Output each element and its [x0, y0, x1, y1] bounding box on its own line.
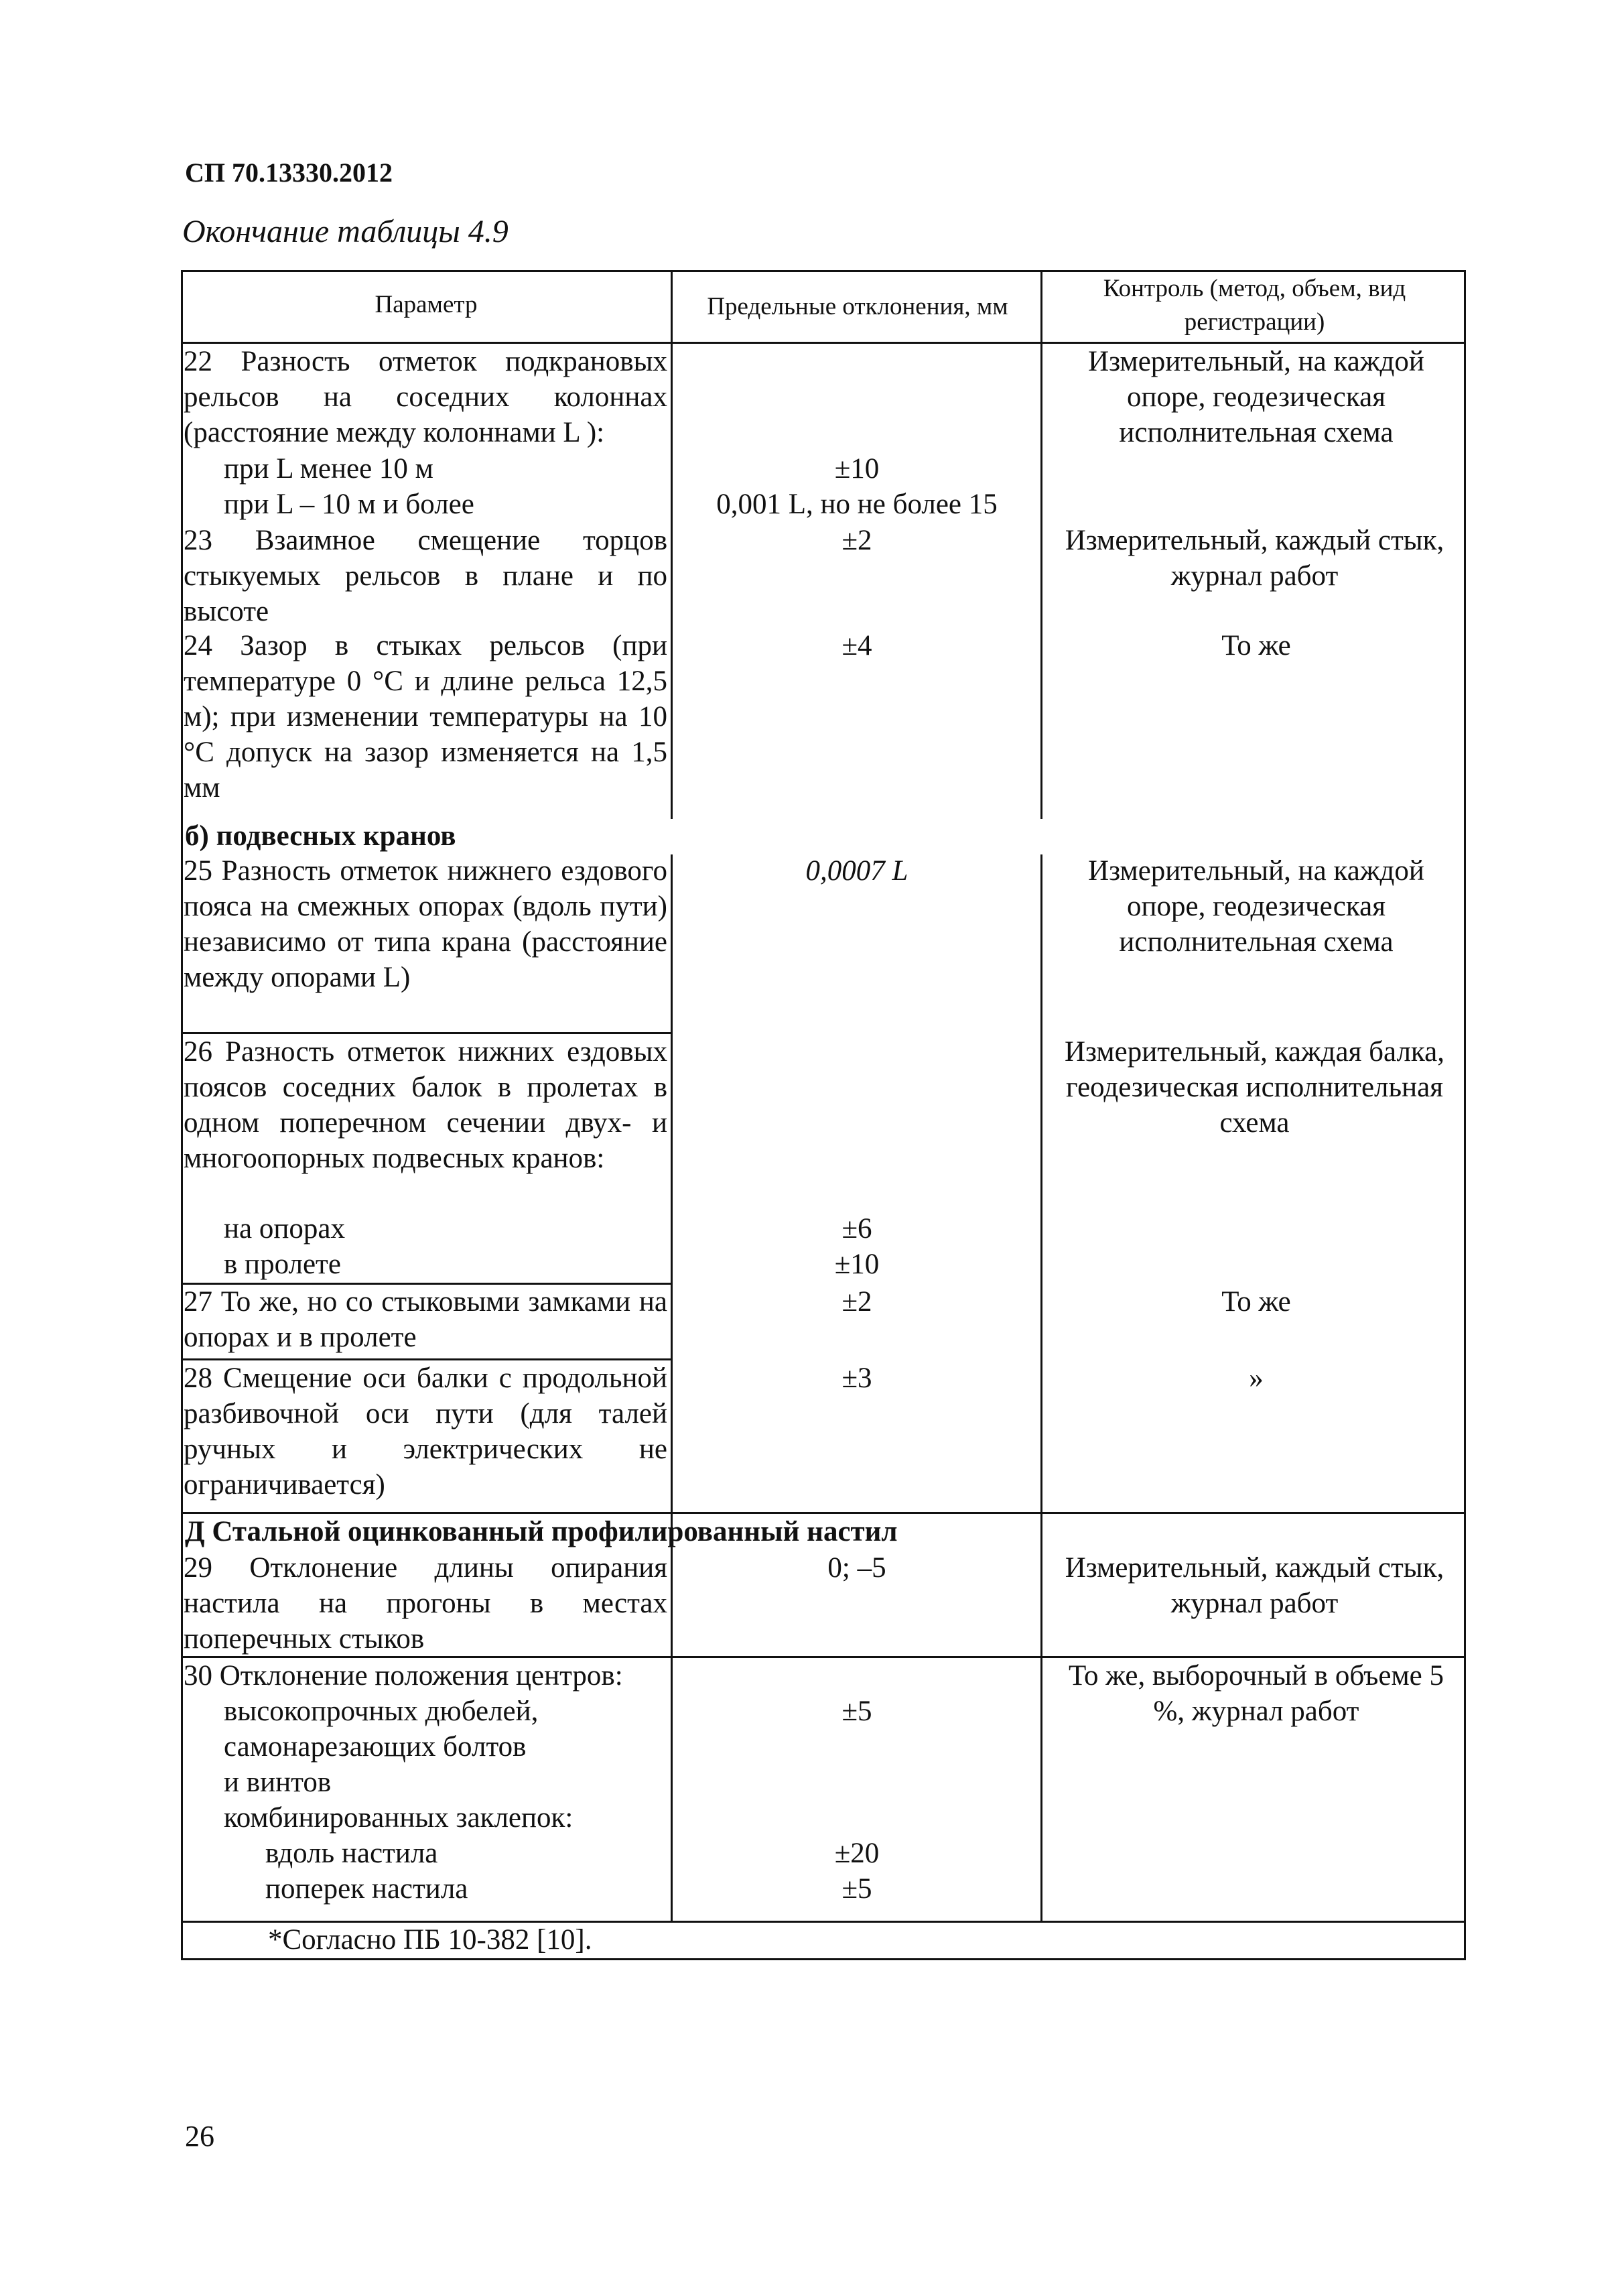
row26-value-2: ±10 — [834, 1249, 880, 1280]
row28-value: ±3 — [841, 1362, 872, 1394]
row22-control: Измерительный, на каждой опоре, геодезическая исполнительная схема — [1088, 346, 1424, 448]
section-d-heading: Д Стальной оцинкованный профилированный настил — [185, 1516, 898, 1547]
section-b-heading: б) подвесных кранов — [185, 820, 456, 852]
document-code: СП 70.13330.2012 — [185, 157, 393, 188]
row30-sub-1: высокопрочных дюбелей, — [224, 1696, 539, 1727]
row23-control: Измерительный, каждый стык, журнал работ — [1065, 525, 1444, 592]
row26-param: 26 Разность отметок нижних ездовых поясов соседних балок в пролетах в одном поперечном сечении двух- и многоопорных подвесных кранов: — [184, 1036, 667, 1174]
row22-value-1: ±10 — [834, 453, 880, 485]
row22-sub-1: при L менее 10 м — [224, 453, 433, 485]
row30-value-2: ±20 — [834, 1838, 880, 1869]
border-right — [1464, 270, 1466, 1960]
row26-value-1: ±6 — [841, 1213, 872, 1245]
table-caption: Окончание таблицы 4.9 — [182, 214, 509, 249]
row24-param: 24 Зазор в стыках рельсов (при температуре 0 °С и длине рельса 12,5 м); при изменении температуры на 10 °С допуск на зазор изменяется на 1,5 мм — [184, 630, 667, 804]
row27-param: 27 То же, но со стыковыми замками на опорах и в пролете — [184, 1286, 667, 1353]
row30-sub-2: самонарезающих болтов — [224, 1731, 527, 1763]
row25-value: 0,0007 L — [805, 855, 908, 887]
row26-control: Измерительный, каждая балка, геодезическая исполнительная схема — [1065, 1036, 1444, 1139]
col-divider-2c — [1040, 1514, 1042, 1921]
row23-value: ±2 — [841, 525, 872, 556]
row30-value-1: ±5 — [841, 1696, 872, 1727]
row23-param: 23 Взаимное смещение торцов стыкуемых рельсов в плане и по высоте — [184, 525, 667, 627]
row22-param: 22 Разность отметок подкрановых рельсов на соседних колоннах (расстояние между колоннами L ): — [184, 346, 667, 448]
row30-control: То же, выборочный в объеме 5 %, журнал работ — [1069, 1660, 1444, 1727]
row30-sub2-2: поперек настила — [265, 1873, 468, 1905]
row30-sub-4: комбинированных заклепок: — [224, 1802, 573, 1834]
row30-sub2-1: вдоль настила — [265, 1838, 438, 1869]
row24-control: То же — [1221, 630, 1291, 661]
border-bottom — [181, 1958, 1466, 1960]
col-divider-1a — [671, 270, 673, 819]
tolerance-table — [181, 270, 1466, 1960]
table-footnote: *Согласно ПБ 10-382 [10]. — [268, 1924, 592, 1956]
row27-value: ±2 — [841, 1286, 872, 1318]
header-param: Параметр — [375, 291, 478, 318]
row28-control: » — [1249, 1362, 1264, 1394]
row26-sub-1: на опорах — [224, 1213, 345, 1245]
row22-sub-2: при L – 10 м и более — [224, 489, 474, 520]
row30-sub-3: и винтов — [224, 1767, 332, 1798]
col-divider-2b — [1040, 854, 1042, 1512]
border-left — [181, 270, 183, 1960]
row30-param: 30 Отклонение положения центров: — [184, 1660, 623, 1692]
header-deviation: Предельные отклонения, мм — [707, 293, 1008, 320]
row25-control: Измерительный, на каждой опоре, геодезическая исполнительная схема — [1088, 855, 1424, 958]
row22-value-2: 0,001 L, но не более 15 — [716, 489, 998, 520]
row28-param: 28 Смещение оси балки с продольной разбивочной оси пути (для талей ручных и электрических не ограничивается) — [184, 1362, 667, 1501]
row25-param: 25 Разность отметок нижнего ездового пояса на смежных опорах (вдоль пути) независимо от типа крана (расстояние между опорами L) — [184, 855, 667, 993]
row29-value: 0; –5 — [827, 1552, 886, 1584]
page-number: 26 — [185, 2120, 214, 2153]
row24-value: ±4 — [841, 630, 872, 661]
row30-value-3: ±5 — [841, 1873, 872, 1905]
row29-param: 29 Отклонение длины опирания настила на прогоны в местах поперечных стыков — [184, 1552, 667, 1655]
col-divider-2a — [1040, 270, 1042, 819]
row27-control: То же — [1221, 1286, 1291, 1318]
row29-control: Измерительный, каждый стык, журнал работ — [1065, 1552, 1444, 1619]
row26-sub-2: в пролете — [224, 1249, 341, 1280]
header-control: Контроль (метод, объем, вид регистрации) — [1103, 275, 1406, 336]
